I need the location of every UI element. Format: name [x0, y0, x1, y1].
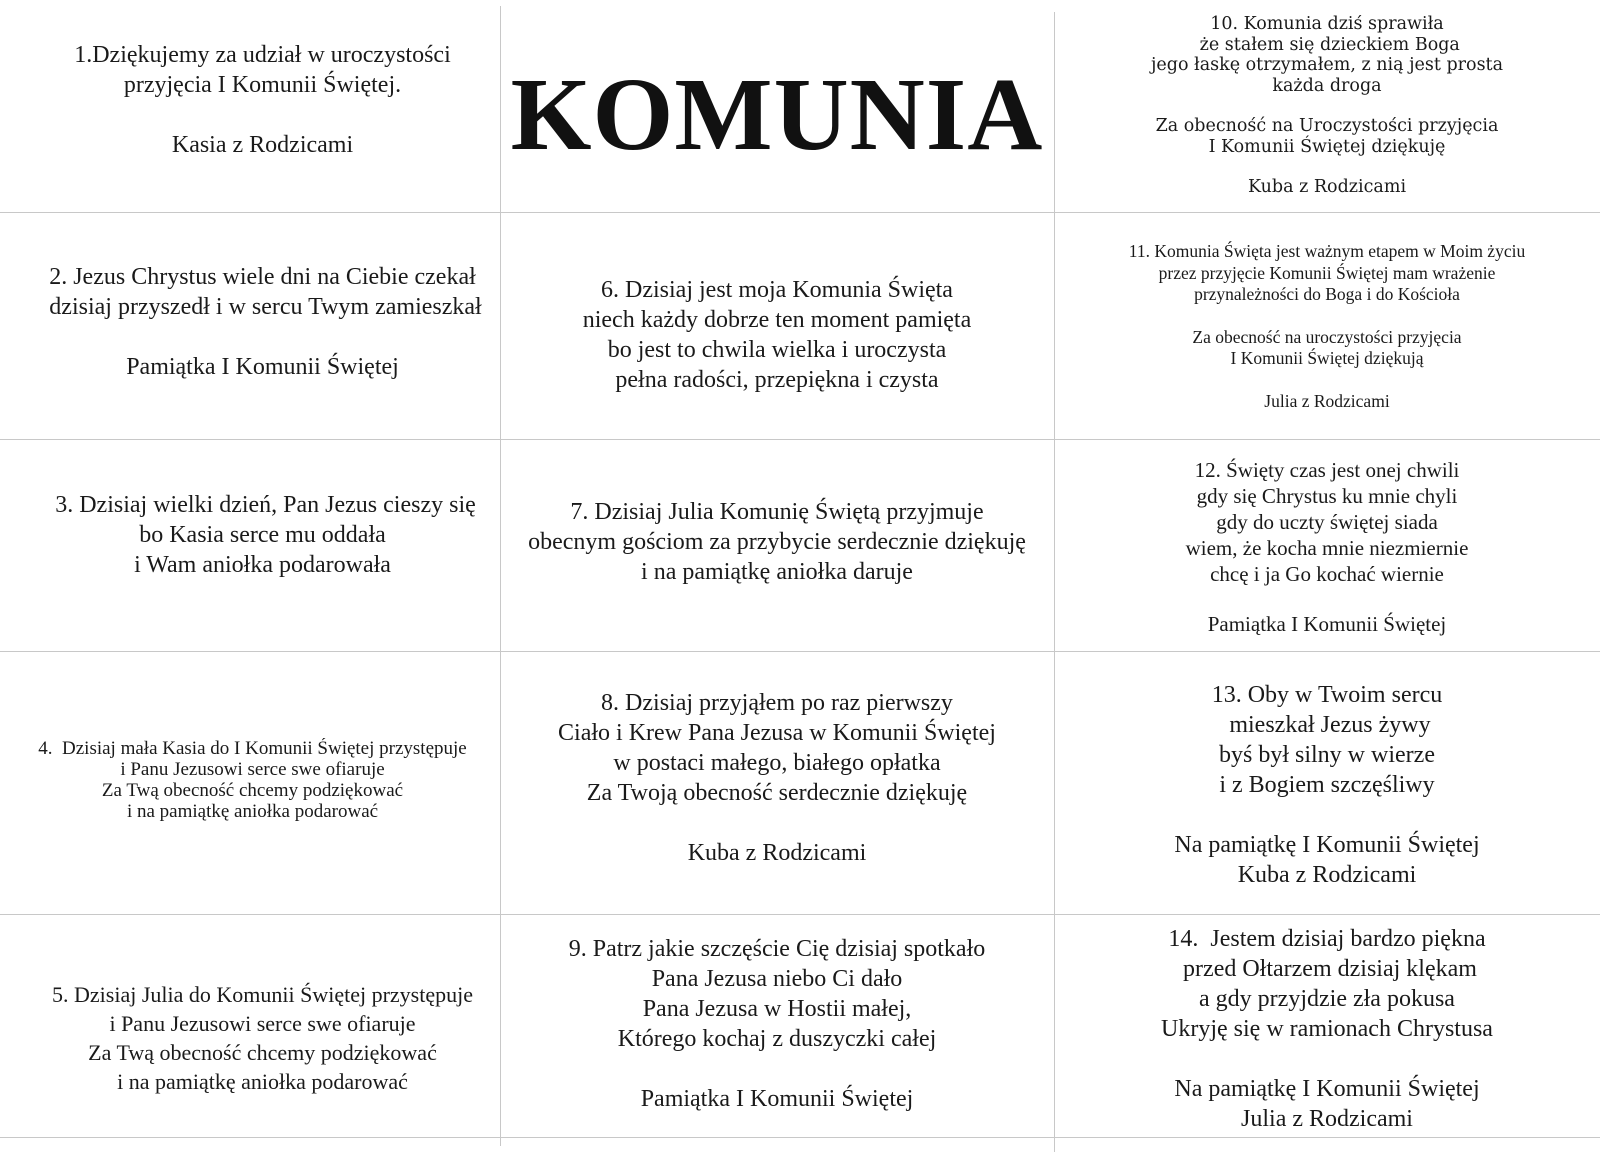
card-8 — [500, 688, 1054, 878]
card-13-signature-1: Na pamiątkę I Komunii Świętej — [1174, 832, 1480, 858]
card-1-signature: Kasia z Rodzicami — [171, 132, 354, 158]
card-9-line-2: Pana Jezusa niebo Ci dało — [651, 966, 903, 992]
grid-divider-horizontal-1 — [0, 212, 1600, 213]
card-4 — [0, 738, 505, 838]
card-12-line-5: chcę i ja Go kochać wiernie — [1210, 562, 1444, 586]
card-11 — [1054, 241, 1600, 421]
card-8-line-4: Za Twoją obecność serdecznie dziękuję — [586, 780, 968, 806]
card-6 — [500, 275, 1054, 405]
card-5 — [0, 980, 525, 1100]
card-1 — [0, 40, 525, 180]
card-11-line-3: przynależności do Boga i do Kościoła — [1194, 284, 1460, 304]
card-7 — [500, 497, 1054, 597]
card-10-signature: Kuba z Rodzicami — [1247, 177, 1407, 197]
card-14-signature-1: Na pamiątkę I Komunii Świętej — [1174, 1076, 1480, 1102]
card-14-line-1: 14. Jestem dzisiaj bardzo piękna — [1168, 926, 1486, 952]
card-8-line-3: w postaci małego, białego opłatka — [613, 750, 941, 776]
card-2-line-2: dzisiaj przyszedł i w sercu Twym zamieszkał — [43, 294, 482, 320]
card-4-line-2: i Panu Jezusowi serce swe ofiaruje — [120, 759, 385, 780]
card-10-thanks-1: Za obecność na Uroczystości przyjęcia — [1155, 116, 1499, 136]
card-6-line-4: pełna radości, przepiękna i czysta — [615, 367, 939, 393]
card-2-line-1: 2. Jezus Chrystus wiele dni na Ciebie czekał — [49, 264, 476, 290]
card-4-line-3: Za Twą obecność chcemy podziękować — [101, 780, 404, 801]
card-7-line-1: 7. Dzisiaj Julia Komunię Świętą przyjmuje — [570, 499, 984, 525]
card-2-signature: Pamiątka I Komunii Świętej — [126, 354, 399, 380]
card-5-line-2: i Panu Jezusowi serce swe ofiaruje — [109, 1011, 416, 1036]
card-8-signature: Kuba z Rodzicami — [687, 840, 867, 866]
card-3-line-2: bo Kasia serce mu oddała — [139, 522, 386, 548]
card-13-line-2: mieszkał Jezus żywy — [1223, 712, 1431, 738]
card-12-line-3: gdy do uczty świętej siada — [1216, 510, 1438, 534]
card-3-line-1: 3. Dzisiaj wielki dzień, Pan Jezus cieszy się — [49, 492, 476, 518]
card-13-signature-2: Kuba z Rodzicami — [1237, 862, 1417, 888]
card-11-line-2: przez przyjęcie Komunii Świętej mam wrażenie — [1158, 262, 1496, 283]
card-1-line-2: przyjęcia I Komunii Świętej. — [123, 72, 402, 98]
card-6-line-2: niech każdy dobrze ten moment pamięta — [582, 307, 972, 333]
card-2 — [0, 262, 525, 392]
card-11-thanks-2: I Komunii Świętej dziękują — [1230, 348, 1424, 368]
card-7-line-3: i na pamiątkę aniołka daruje — [641, 559, 913, 585]
card-3-line-3: i Wam aniołka podarowała — [134, 552, 391, 578]
card-10 — [1054, 14, 1600, 209]
card-6-line-1: 6. Dzisiaj jest moja Komunia Święta — [601, 277, 953, 303]
card-12-line-1: 12. Święty czas jest onej chwili — [1194, 458, 1460, 482]
card-1-line-1: 1.Dziękujemy za udział w uroczystości — [74, 42, 451, 68]
grid-divider-horizontal-4 — [0, 914, 1600, 915]
card-9-line-1: 9. Patrz jakie szczęście Cię dzisiaj spotkało — [568, 936, 986, 962]
card-14-line-4: Ukryję się w ramionach Chrystusa — [1161, 1016, 1493, 1042]
card-5-line-3: Za Twą obecność chcemy podziękować — [88, 1040, 437, 1065]
card-14 — [1054, 924, 1600, 1139]
card-10-line-1: 10. Komunia dziś sprawiła — [1210, 14, 1444, 34]
card-8-line-1: 8. Dzisiaj przyjąłem po raz pierwszy — [601, 690, 953, 716]
card-12-signature: Pamiątka I Komunii Świętej — [1207, 612, 1447, 636]
page-title: KOMUNIA — [510, 57, 1044, 172]
card-11-signature: Julia z Rodzicami — [1264, 390, 1390, 411]
card-9-signature: Pamiątka I Komunii Świętej — [640, 1086, 914, 1112]
card-13-line-3: byś był silny w wierze — [1219, 742, 1435, 768]
card-12-line-4: wiem, że kocha mnie niezmiernie — [1185, 536, 1469, 560]
card-9-line-3: Pana Jezusa w Hostii małej, — [642, 996, 912, 1022]
card-3 — [0, 490, 525, 590]
card-12 — [1054, 457, 1600, 642]
card-11-line-1: 11. Komunia Święta jest ważnym etapem w Moim życiu — [1128, 241, 1526, 261]
card-4-line-4: i na pamiątkę aniołka podarować — [126, 801, 379, 822]
card-4-line-1: 4. Dzisiaj mała Kasia do I Komunii Świętej przystępuje — [38, 738, 467, 759]
card-9 — [500, 934, 1054, 1124]
grid-divider-horizontal-2 — [0, 439, 1600, 440]
card-10-line-2: że stałem się dzieckiem Boga — [1194, 34, 1460, 55]
card-9-line-4: Którego kochaj z duszyczki całej — [617, 1026, 937, 1052]
card-7-line-2: obecnym gościom za przybycie serdecznie dziękuję — [528, 529, 1026, 555]
card-8-line-2: Ciało i Krew Pana Jezusa w Komunii Świętej — [558, 720, 996, 746]
grid-divider-horizontal-3 — [0, 651, 1600, 652]
title-cell — [500, 50, 1054, 180]
card-5-line-1: 5. Dzisiaj Julia do Komunii Świętej przystępuje — [52, 982, 473, 1007]
card-13 — [1054, 680, 1600, 900]
card-11-thanks-1: Za obecność na uroczystości przyjęcia — [1192, 326, 1462, 347]
card-10-line-4: każda droga — [1272, 75, 1382, 96]
card-13-line-1: 13. Oby w Twoim sercu — [1211, 682, 1443, 708]
card-13-line-4: i z Bogiem szczęśliwy — [1219, 772, 1435, 798]
card-14-line-3: a gdy przyjdzie zła pokusa — [1199, 986, 1455, 1012]
card-14-signature-2: Julia z Rodzicami — [1241, 1106, 1413, 1132]
card-10-thanks-2: I Komunii Świętej dziękuję — [1208, 136, 1446, 157]
card-6-line-3: bo jest to chwila wielka i uroczysta — [607, 337, 947, 363]
card-10-line-3: jego łaskę otrzymałem, z nią jest prosta — [1150, 55, 1504, 75]
card-14-line-2: przed Ołtarzem dzisiaj klękam — [1177, 956, 1477, 982]
card-12-line-2: gdy się Chrystus ku mnie chyli — [1196, 484, 1458, 508]
card-5-line-4: i na pamiątkę aniołka podarować — [117, 1069, 408, 1094]
